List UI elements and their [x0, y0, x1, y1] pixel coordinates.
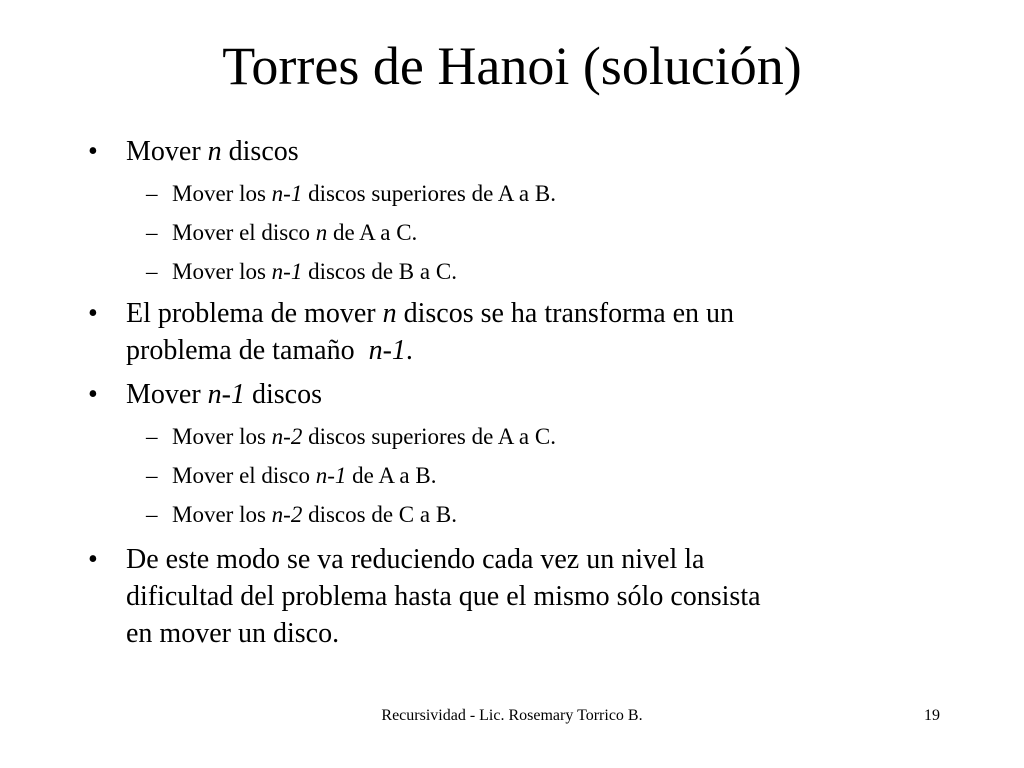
- bullet-marker: •: [88, 544, 98, 575]
- text-run: discos superiores de A a C.: [302, 424, 556, 449]
- text-run: discos: [221, 136, 299, 167]
- dash-marker: –: [146, 502, 158, 527]
- page-number: 19: [924, 707, 940, 724]
- text-run-italic: n-1: [207, 379, 245, 410]
- sub-item-1-3: [172, 258, 457, 286]
- bullet-item-2-line-1: [126, 297, 734, 331]
- text-run: Mover los: [172, 259, 272, 284]
- text-run: dificultad del problema hasta que el mismo sólo consista: [126, 581, 761, 612]
- footer-text: Recursividad - Lic. Rosemary Torrico B.: [381, 707, 643, 724]
- text-run: El problema de mover: [126, 298, 383, 329]
- text-run: .: [405, 335, 413, 366]
- dash-marker: –: [146, 220, 158, 245]
- text-run: Mover el disco: [172, 463, 316, 488]
- bullet-item-4-line-1: [126, 543, 704, 577]
- text-run-italic: n-1: [271, 181, 303, 206]
- text-run: Mover los: [172, 502, 272, 527]
- dash-marker: –: [146, 181, 158, 206]
- bullet-item-2-line-2: [126, 334, 413, 368]
- bullet-marker: •: [88, 136, 98, 167]
- dash-marker: –: [146, 259, 158, 284]
- text-run: Mover: [126, 379, 208, 410]
- text-run: de A a B.: [346, 463, 437, 488]
- text-run: problema de tamaño: [126, 335, 369, 366]
- text-run: Mover: [126, 136, 208, 167]
- bullet-item-4-line-3: [126, 617, 339, 651]
- sub-item-3-2: [172, 462, 436, 490]
- text-run-italic: n: [315, 220, 328, 245]
- dash-marker: –: [146, 463, 158, 488]
- dash-marker: –: [146, 424, 158, 449]
- text-run: Mover los: [172, 424, 272, 449]
- text-run: de A a C.: [327, 220, 418, 245]
- bullet-item-3: [126, 378, 322, 412]
- bullet-item-1: [126, 135, 299, 169]
- bullet-marker: •: [88, 298, 98, 329]
- sub-item-1-1: [172, 180, 556, 208]
- text-run-italic: n-1: [315, 463, 347, 488]
- text-run-italic: n-1: [271, 259, 303, 284]
- text-run: discos de B a C.: [302, 259, 457, 284]
- text-run-italic: n-2: [271, 502, 303, 527]
- sub-item-1-2: [172, 219, 417, 247]
- text-run-italic: n-2: [271, 424, 303, 449]
- text-run-italic: n-1: [368, 335, 406, 366]
- sub-item-3-1: [172, 423, 556, 451]
- text-run: discos superiores de A a B.: [302, 181, 556, 206]
- sub-item-3-3: [172, 501, 457, 529]
- text-run-italic: n: [382, 298, 397, 329]
- text-run: Mover el disco: [172, 220, 316, 245]
- text-run: De este modo se va reduciendo cada vez un nivel la: [126, 544, 705, 575]
- text-run: discos de C a B.: [302, 502, 457, 527]
- text-run: discos: [244, 379, 322, 410]
- text-run-italic: n: [207, 136, 222, 167]
- bullet-marker: •: [88, 379, 98, 410]
- text-run: Mover los: [172, 181, 272, 206]
- slide-title: Torres de Hanoi (solución): [222, 36, 802, 96]
- bullet-item-4-line-2: [126, 580, 761, 614]
- text-run: discos se ha transforma en un: [396, 298, 735, 329]
- text-run: en mover un disco.: [126, 618, 340, 649]
